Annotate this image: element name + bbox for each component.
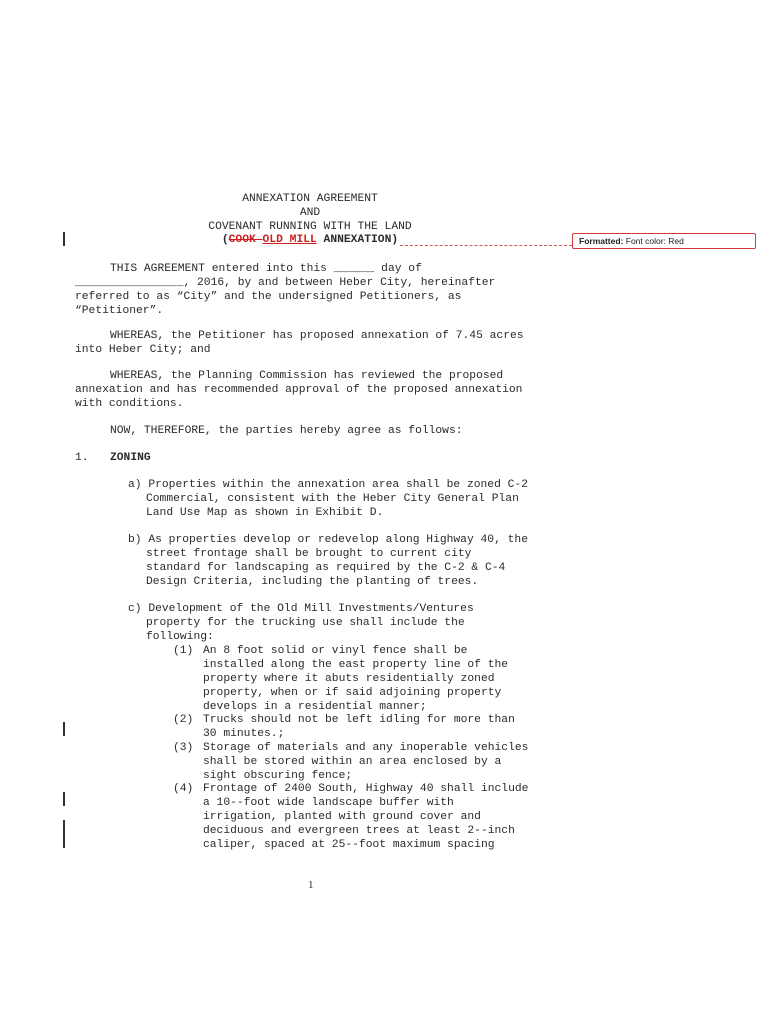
change-bar (63, 820, 65, 848)
title-line-1: ANNEXATION AGREEMENT (242, 193, 378, 205)
sub-item-1-line-4: property, when or if said adjoining property (203, 687, 502, 699)
section-number: 1. (75, 452, 89, 464)
title-open-paren: ( (221, 234, 229, 246)
tracked-insertion[interactable]: OLD MILL (262, 234, 317, 246)
item-a-line-3: Land Use Map as shown in Exhibit D. (146, 507, 384, 519)
whereas-2-line-1: WHEREAS, the Planning Commission has reviewed the proposed (110, 370, 504, 382)
comment-leader-line (400, 245, 572, 246)
sub-item-4-line-1: Frontage of 2400 South, Highway 40 shall include (203, 783, 529, 795)
item-c-line-1: c) Development of the Old Mill Investments/Ventures (128, 603, 474, 615)
title-rest: ANNEXATION) (316, 234, 399, 246)
sub-item-3-number: (3) (173, 742, 194, 754)
whereas-1-line-1: WHEREAS, the Petitioner has proposed annexation of 7.45 acres (110, 330, 524, 342)
item-b-line-4: Design Criteria, including the planting of trees. (146, 576, 479, 588)
whereas-2-line-3: with conditions. (75, 398, 184, 410)
change-bar (63, 232, 65, 246)
now-therefore: NOW, THEREFORE, the parties hereby agree as follows: (110, 425, 463, 437)
title-line-2: AND (299, 207, 321, 219)
sub-item-3-line-3: sight obscuring fence; (203, 770, 353, 782)
sub-item-2-line-1: Trucks should not be left idling for more than (203, 714, 515, 726)
sub-item-1-line-2: installed along the east property line of the (203, 659, 509, 671)
title-line-3: COVENANT RUNNING WITH THE LAND (208, 221, 412, 233)
sub-item-4-line-5: caliper, spaced at 25--foot maximum spacing (203, 839, 495, 851)
item-a-line-1: a) Properties within the annexation area shall be zoned C-2 (128, 479, 528, 491)
whereas-2-line-2: annexation and has recommended approval of the proposed annexation (75, 384, 523, 396)
intro-line-1: THIS AGREEMENT entered into this ______ day of (110, 263, 422, 275)
change-bar (63, 792, 65, 806)
sub-item-1-line-1: An 8 foot solid or vinyl fence shall be (203, 645, 468, 657)
sub-item-1-line-5: develops in a residential manner; (203, 701, 427, 713)
sub-item-3-line-1: Storage of materials and any inoperable vehicles (203, 742, 529, 754)
tracked-deletion[interactable]: COOK (228, 234, 263, 246)
item-c-line-2: property for the trucking use shall include the (146, 617, 465, 629)
intro-line-3: referred to as “City” and the undersigned Petitioners, as (75, 291, 462, 303)
sub-item-4-line-3: irrigation, planted with ground cover and (203, 811, 481, 823)
item-b-line-2: street frontage shall be brought to current city (146, 548, 472, 560)
section-heading: ZONING (110, 452, 151, 464)
page-number: 1 (308, 879, 314, 891)
comment-label: Formatted: (579, 236, 624, 246)
comment-text: Font color: Red (625, 236, 684, 246)
sub-item-2-number: (2) (173, 714, 194, 726)
sub-item-4-line-2: a 10--foot wide landscape buffer with (203, 797, 454, 809)
item-c-line-3: following: (146, 631, 214, 643)
formatting-comment-balloon[interactable] (572, 233, 756, 249)
item-b-line-1: b) As properties develop or redevelop along Highway 40, the (128, 534, 528, 546)
sub-item-4-line-4: deciduous and evergreen trees at least 2--inch (203, 825, 515, 837)
change-bar (63, 722, 65, 736)
intro-line-2: ________________, 2016, by and between Heber City, hereinafter (75, 277, 496, 289)
intro-line-4: “Petitioner”. (75, 305, 164, 317)
sub-item-1-number: (1) (173, 645, 194, 657)
whereas-1-line-2: into Heber City; and (75, 344, 211, 356)
item-b-line-3: standard for landscaping as required by the C-2 & C-4 (146, 562, 506, 574)
item-a-line-2: Commercial, consistent with the Heber City General Plan (146, 493, 519, 505)
sub-item-3-line-2: shall be stored within an area enclosed by a (203, 756, 502, 768)
sub-item-2-line-2: 30 minutes.; (203, 728, 285, 740)
sub-item-4-number: (4) (173, 783, 194, 795)
sub-item-1-line-3: property where it abuts residentially zoned (203, 673, 495, 685)
